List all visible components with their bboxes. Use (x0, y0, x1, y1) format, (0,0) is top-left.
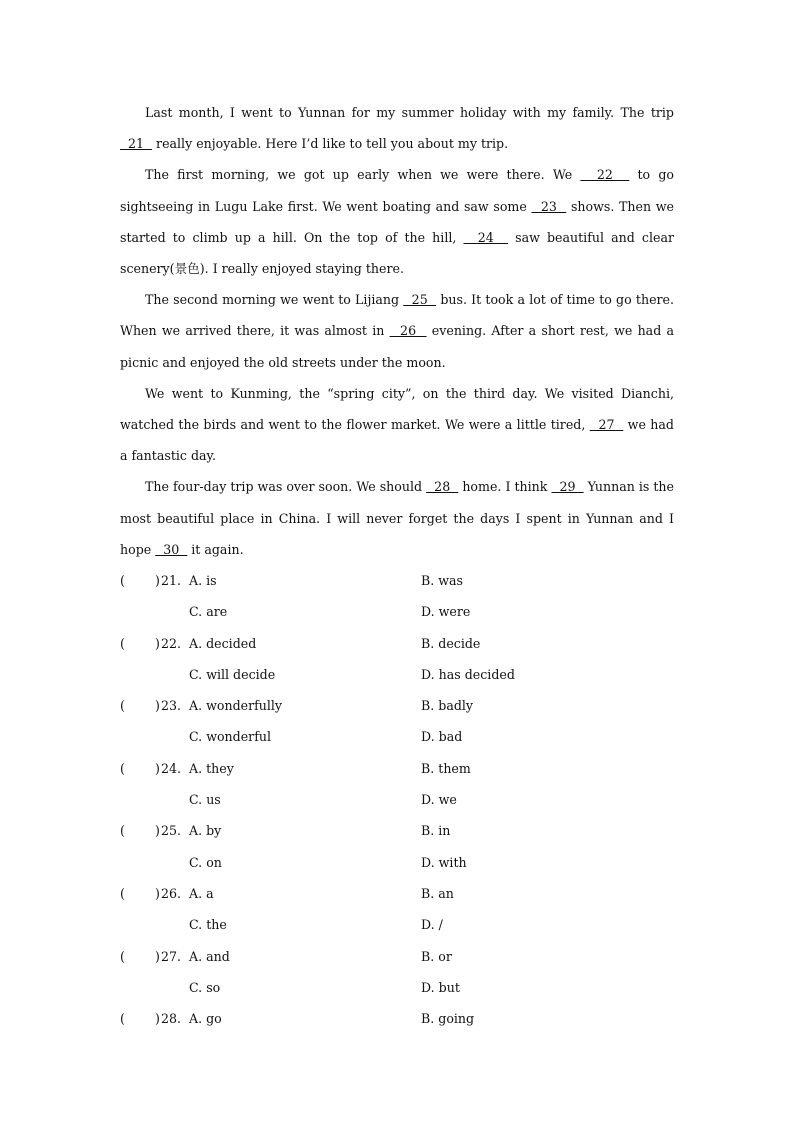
option-d: D. / (421, 917, 443, 933)
question-row (120, 941, 680, 972)
question-row-continued (120, 784, 680, 815)
option-d: D. with (421, 854, 467, 870)
option-c: C. wonderful (189, 729, 272, 745)
answer-bracket-close: ) (155, 573, 160, 588)
answer-bracket-close: ) (155, 885, 160, 901)
question-row (120, 753, 680, 784)
answer-bracket-open[interactable]: ( (120, 823, 125, 839)
passage-paragraph (120, 97, 674, 159)
question-number: 21. (161, 573, 182, 588)
question-list (120, 565, 680, 1034)
passage-paragraph (120, 284, 674, 378)
option-b: B. badly (421, 698, 474, 714)
option-d: D. were (421, 604, 471, 620)
option-c: C. the (189, 917, 227, 933)
passage-paragraph (120, 471, 674, 565)
answer-bracket-open[interactable]: ( (120, 760, 125, 776)
question-row (120, 565, 680, 596)
option-d: D. bad (421, 729, 463, 745)
answer-blank: 23 (531, 198, 567, 214)
question-row (120, 690, 680, 721)
answer-blank: 26 (389, 323, 427, 339)
option-b: B. an (421, 885, 454, 901)
answer-bracket-open[interactable]: ( (120, 698, 125, 714)
passage-text: bus. It took a lot of time to go there. When we arrived there, it was almost in (120, 292, 674, 339)
question-number: 24. (161, 760, 182, 776)
option-d: D. but (421, 979, 460, 995)
answer-blank: 21 (120, 136, 153, 152)
option-b: B. decide (421, 635, 481, 651)
answer-blank: 25 (403, 292, 437, 308)
option-a: A. wonderfully (189, 698, 283, 714)
passage-text: evening. After a short rest, we had a picnic and enjoyed the old streets under the moon. (120, 323, 674, 370)
option-c: C. are (189, 604, 228, 620)
option-d: D. has decided (421, 666, 515, 682)
option-b: B. was (421, 573, 464, 588)
answer-bracket-close: ) (155, 698, 160, 714)
answer-blank: 28 (426, 479, 459, 495)
question-number: 26. (161, 885, 182, 901)
answer-bracket-close: ) (155, 760, 160, 776)
question-row (120, 1003, 680, 1034)
question-row-continued (120, 909, 680, 940)
answer-bracket-open[interactable]: ( (120, 948, 125, 964)
option-b: B. them (421, 760, 471, 776)
answer-blank: 22 (580, 167, 630, 183)
passage-text: shows. Then we started to climb up a hill. On the top of the hill, (120, 198, 675, 245)
option-d: D. we (421, 792, 457, 808)
question-row-continued (120, 596, 680, 627)
passage-text: We went to Kunming, the “spring city”, on the third day. We visited Dianchi, watched the birds and went to the flower market. We were a little tired, (120, 385, 674, 433)
passage-text: to go sightseeing in Lugu Lake first. We went boating and saw some (120, 167, 674, 214)
option-a: A. go (189, 1011, 222, 1027)
answer-blank: 30 (155, 541, 188, 557)
question-number: 23. (161, 698, 182, 714)
answer-bracket-open[interactable]: ( (120, 573, 125, 588)
option-a: A. decided (189, 635, 257, 651)
passage-text: saw beautiful and clear scenery(景色). I really enjoyed staying there. (120, 229, 674, 277)
passage-text: Last month, I went to Yunnan for my summer holiday with my family. The trip (145, 105, 674, 120)
answer-bracket-close: ) (155, 635, 160, 651)
passage-paragraph (120, 378, 674, 472)
question-number: 27. (161, 948, 182, 964)
passage-text: The four-day trip was over soon. We should (145, 479, 427, 495)
question-number: 28. (161, 1011, 182, 1027)
answer-bracket-close: ) (155, 823, 160, 839)
option-b: B. or (421, 948, 452, 964)
option-b: B. going (421, 1011, 475, 1027)
question-row (120, 815, 680, 846)
answer-blank: 29 (551, 479, 584, 495)
question-row (120, 878, 680, 909)
answer-bracket-open[interactable]: ( (120, 635, 125, 651)
option-a: A. is (189, 573, 217, 588)
question-row-continued (120, 721, 680, 752)
question-number: 25. (161, 823, 182, 839)
option-a: A. a (189, 885, 214, 901)
option-a: A. and (189, 948, 230, 964)
passage-text: really enjoyable. Here I’d like to tell you about my trip. (152, 136, 509, 152)
option-c: C. us (189, 792, 221, 808)
passage-text: it again. (187, 541, 244, 557)
answer-blank: 27 (589, 417, 624, 433)
passage-text: we had a fantastic day. (120, 417, 674, 464)
question-row-continued (120, 972, 680, 1003)
answer-bracket-open[interactable]: ( (120, 885, 125, 901)
answer-blank: 24 (463, 229, 508, 245)
passage-text: Yunnan is the most beautiful place in China. I will never forget the days I spent in Yunnan and I hope (120, 479, 674, 557)
answer-bracket-close: ) (155, 1011, 160, 1027)
answer-bracket-open[interactable]: ( (120, 1011, 125, 1027)
passage-text: The first morning, we got up early when we were there. We (145, 167, 581, 183)
question-row-continued (120, 659, 680, 690)
question-number: 22. (161, 635, 182, 651)
option-c: C. on (189, 854, 222, 870)
option-a: A. by (189, 823, 222, 839)
option-c: C. will decide (189, 666, 276, 682)
cloze-passage (120, 97, 674, 565)
question-row-continued (120, 847, 680, 878)
passage-paragraph (120, 159, 674, 284)
question-row (120, 628, 680, 659)
answer-bracket-close: ) (155, 948, 160, 964)
passage-text: The second morning we went to Lijiang (145, 292, 404, 308)
option-a: A. they (189, 760, 234, 776)
option-c: C. so (189, 979, 221, 995)
passage-text: home. I think (458, 479, 552, 495)
option-b: B. in (421, 823, 451, 839)
